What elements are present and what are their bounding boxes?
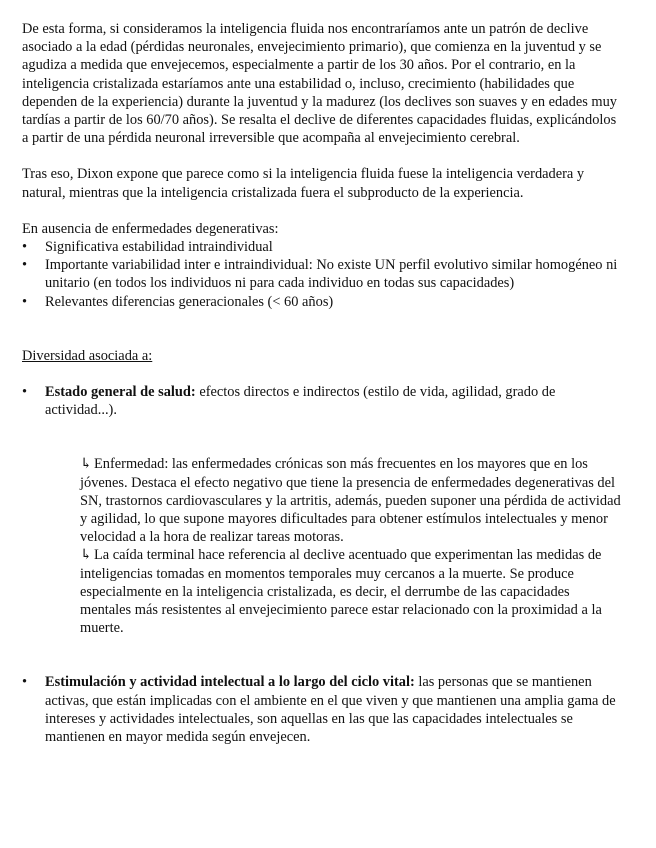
arrow-icon: ↳ [80, 547, 93, 564]
sub-item-disease [80, 455, 622, 546]
absence-intro: En ausencia de enfermedades degenerativas: [22, 220, 279, 237]
list-item [22, 256, 622, 292]
bullet-icon: • [22, 674, 28, 691]
bullet-icon: • [22, 293, 28, 310]
sub-item-text: La caída terminal hace referencia al declive acentuado que experimentan las medidas de inteligencias tomadas en momentos temporales muy cercanos a la muerte. Se produce especialmente en la inteligencia cristalizada, es decir, el derrumbe de las capacidades mentales más resistentes al envejecimiento parece estar relacionado con la proximidad a la muerte. [80, 547, 602, 637]
health-text: efectos directos e indirectos (estilo de vida, agilidad, grado de actividad...). [45, 384, 556, 419]
diversity-heading: Diversidad asociada a: [22, 347, 153, 364]
health-title: Estado general de salud: [45, 384, 196, 401]
paragraph-fluid-intelligence: De esta forma, si consideramos la inteligencia fluida nos encontraríamos ante un patrón de declive asociado a la edad (pérdidas neuronales, envejecimiento primario), que comienza en la juventud y se agudiza a medida que envejecemos, especialmente a partir de los 30 años. Por el contrario, en la inteligencia cristalizada estaríamos ante una estabilidad o, incluso, crecimiento (habilidades que dependen de la experiencia) durante la juventud y la madurez (los declives son suaves y en edades muy tardías a partir de los 60/70 años). Se resalta el declive de diferentes capacidades fluidas, explicándolos a partir de una pérdida neuronal irreversible que acompaña al envejecimiento cerebral. [22, 21, 617, 147]
stimulation-title: Estimulación y actividad intelectual a lo largo del ciclo vital: [45, 674, 415, 691]
bullet-icon: • [22, 384, 28, 401]
list-item-text: Importante variabilidad inter e intraindividual: No existe UN perfil evolutivo similar homogéneo ni unitario (en todos los individuos ni para cada individuo en todas sus capacidades) [45, 257, 618, 292]
bullet-icon: • [22, 257, 28, 274]
list-item-text: Relevantes diferencias generacionales (< 60 años) [45, 293, 334, 310]
sub-item-terminal-decline [80, 546, 622, 637]
paragraph-dixon: Tras eso, Dixon expone que parece como si la inteligencia fluida fuese la inteligencia verdadera y natural, mientras que la inteligencia cristalizada fuera el subproducto de la experiencia. [22, 166, 585, 201]
list-item-stimulation [22, 673, 622, 746]
bullet-icon: • [22, 239, 28, 256]
list-item-health [22, 383, 622, 419]
list-item [22, 293, 622, 311]
list-item-text: Significativa estabilidad intraindividual [45, 239, 273, 256]
stimulation-text: las personas que se mantienen activas, que están implicadas con el ambiente en el que viven y que mantienen una amplia gama de intereses y actividades intelectuales, son aquellas en las que las capacidades intelectuales se mantienen en mayor medida según envejecen. [45, 674, 616, 746]
arrow-icon: ↳ [80, 456, 93, 473]
sub-item-text: Enfermedad: las enfermedades crónicas son más frecuentes en los mayores que en los jóvenes. Destaca el efecto negativo que tiene la presencia de enfermedades degenerativas del SN, trastornos cardiovasculares y la artritis, además, pueden suponer una pérdida de actividad y agilidad, lo que supone mayores dificultades para obtener estímulos intelectuales y menor velocidad a la hora de realizar tareas motoras. [80, 456, 621, 546]
document-page [22, 20, 622, 746]
list-item [22, 238, 622, 256]
